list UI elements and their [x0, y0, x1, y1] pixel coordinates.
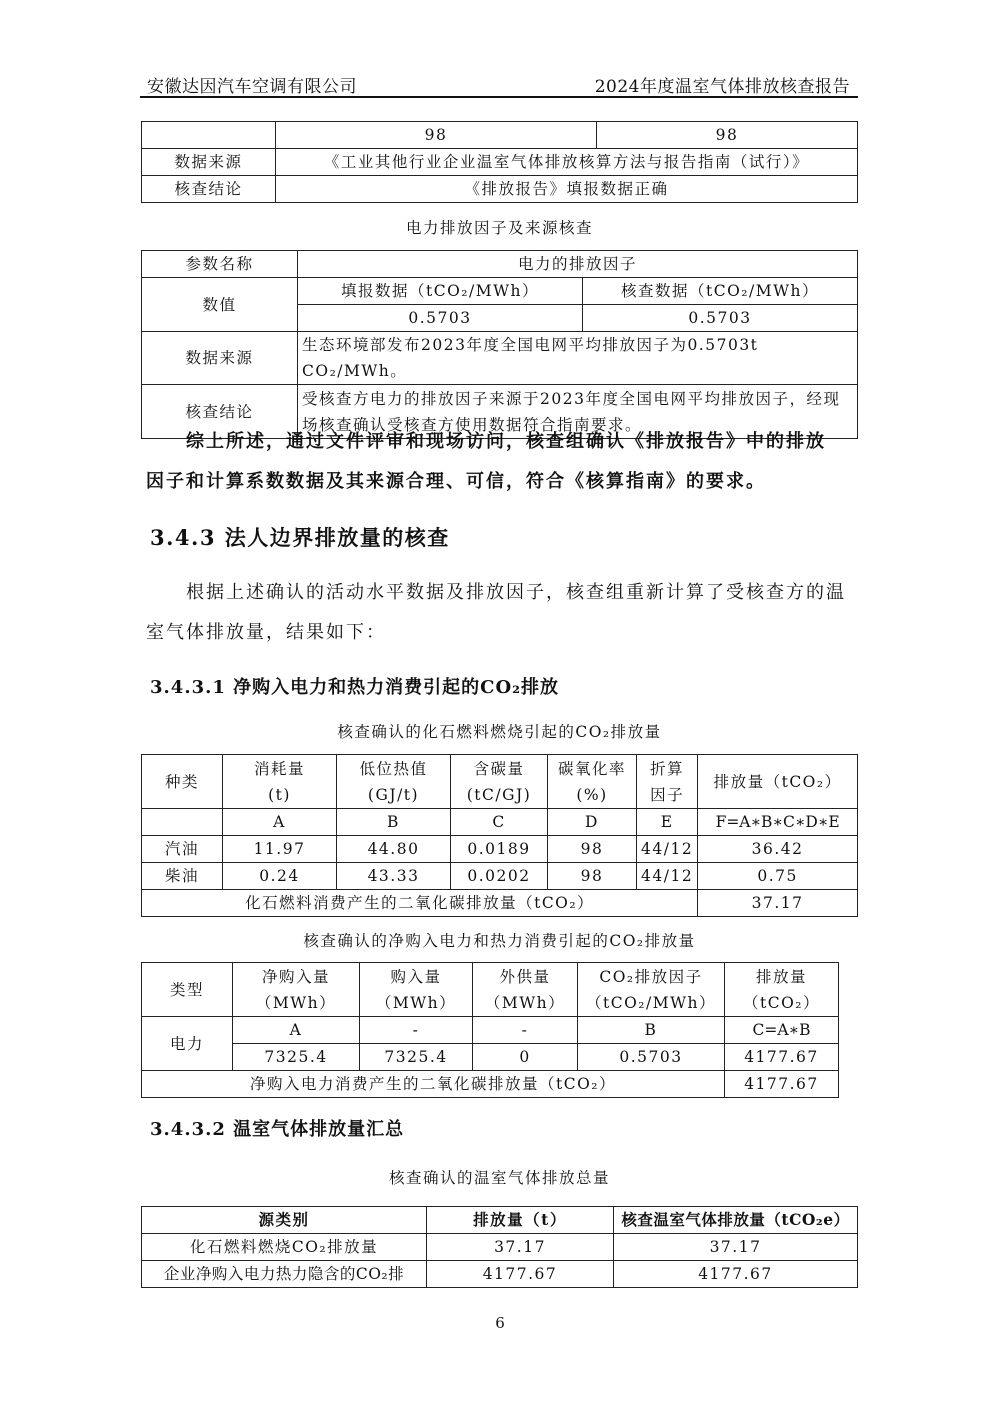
table-header-cell: 种类 [142, 755, 223, 809]
table-cell: - [360, 1017, 473, 1044]
table-header-cell [451, 755, 548, 809]
table-cell: 37.17 [698, 890, 858, 917]
table-cell: 数据来源 [142, 332, 298, 385]
table-header-cell [337, 755, 451, 809]
table-cell: 43.33 [337, 863, 451, 890]
table-cell: A [233, 1017, 360, 1044]
table-cell: A [223, 809, 337, 836]
table-cell: 0.5703 [578, 1044, 725, 1071]
table-header-cell [233, 963, 360, 1017]
table-row [142, 1234, 858, 1261]
summary-paragraph [146, 422, 862, 502]
header-line: 外供量 [499, 967, 551, 986]
table-cell: 核查结论 [142, 176, 276, 203]
section-paragraph [146, 573, 862, 653]
header-line: （MWh） [255, 993, 337, 1012]
table-cell: 37.17 [614, 1234, 858, 1261]
table-power [141, 962, 839, 1098]
table-row [142, 836, 858, 863]
header-divider [140, 96, 858, 98]
header-line: (t) [268, 785, 291, 804]
table-cell: 7325.4 [233, 1044, 360, 1071]
table-cell: 0.5703 [583, 305, 858, 332]
table-cell: 98 [276, 122, 597, 149]
table-row [142, 1044, 839, 1071]
table-cell: 电力 [142, 1017, 233, 1071]
header-line: 含碳量 [473, 759, 525, 778]
paragraph-line: 根据上述确认的活动水平数据及排放因子，核查组重新计算了受核查方的温 [186, 582, 846, 603]
table-cell: 44/12 [637, 863, 698, 890]
header-line: CO₂排放因子 [599, 967, 703, 986]
table-cell: 0 [473, 1044, 578, 1071]
header-line: （MWh） [484, 993, 566, 1012]
table-cell: 98 [597, 122, 858, 149]
table-cell: 净购入电力消费产生的二氧化碳排放量（tCO₂） [142, 1071, 725, 1098]
header-line: 排放量 [755, 967, 807, 986]
table-row [142, 1261, 858, 1288]
table-cell: C [451, 809, 548, 836]
table-cell: 化石燃料消费产生的二氧化碳排放量（tCO₂） [142, 890, 698, 917]
table-cell: 企业净购入电力热力隐含的CO₂排 [142, 1261, 427, 1288]
subsection-heading: 3.4.3.2 温室气体排放量汇总 [150, 1119, 405, 1140]
table-header-cell [360, 963, 473, 1017]
table-header-cell: 类型 [142, 963, 233, 1017]
table-row [142, 863, 858, 890]
table-caption: 核查确认的温室气体排放总量 [388, 1169, 610, 1187]
table-cell: 0.75 [698, 863, 858, 890]
table-cell: 98 [548, 836, 637, 863]
paragraph-line: 室气体排放量，结果如下： [146, 622, 386, 643]
header-line: 消耗量 [253, 759, 305, 778]
table-cell: 0.0202 [451, 863, 548, 890]
table-cell: - [473, 1017, 578, 1044]
header-line: (GJ/t) [367, 785, 420, 804]
table-header-cell [578, 963, 725, 1017]
table-cell: 11.97 [223, 836, 337, 863]
table-cell: 参数名称 [142, 251, 298, 278]
table-cell: 核查结论 [142, 385, 298, 439]
table-cell: C=A∗B [725, 1017, 839, 1044]
table-cell: 电力的排放因子 [298, 251, 858, 278]
header-line: （tCO₂/MWh） [585, 993, 717, 1012]
table-cell: 0.24 [223, 863, 337, 890]
table-cell: 化石燃料燃烧CO₂排放量 [142, 1234, 427, 1261]
table-summary [141, 1206, 858, 1288]
table-header-cell [637, 755, 698, 809]
table-header-cell: 核查温室气体排放量（tCO₂e） [614, 1207, 858, 1234]
table-cell: 36.42 [698, 836, 858, 863]
header-line: （MWh） [375, 993, 457, 1012]
table-header-cell: 排放量（t） [427, 1207, 614, 1234]
table-cell: F=A∗B∗C∗D∗E [698, 809, 858, 836]
table-cell: 数据来源 [142, 149, 276, 176]
table-cell: 44.80 [337, 836, 451, 863]
header-line: (tC/GJ) [466, 785, 532, 804]
conclusion-line: 场核查确认受核查方使用数据符合指南要求。 [302, 415, 643, 434]
header-line: （tCO₂） [742, 993, 820, 1012]
table-cell [142, 122, 276, 149]
table-top [141, 121, 858, 203]
table-cell: 44/12 [637, 836, 698, 863]
paragraph-line: 综上所述，通过文件评审和现场访问，核查组确认《排放报告》中的排放 [186, 431, 826, 452]
table-fossil [141, 754, 858, 917]
table-cell: 4177.67 [427, 1261, 614, 1288]
table-cell: 数值 [142, 278, 298, 332]
paragraph-line: 因子和计算系数数据及其来源合理、可信，符合《核算指南》的要求。 [146, 471, 766, 492]
table-cell: 7325.4 [360, 1044, 473, 1071]
table-cell: 0.0189 [451, 836, 548, 863]
table-cell: B [578, 1017, 725, 1044]
table-cell: 填报数据（tCO₂/MWh） [298, 278, 583, 305]
table-cell [142, 809, 223, 836]
table-caption: 核查确认的化石燃料燃烧引起的CO₂排放量 [337, 723, 662, 741]
header-line: 购入量 [390, 967, 442, 986]
table-cell: B [337, 809, 451, 836]
table-header-cell [548, 755, 637, 809]
table-cell: 《排放报告》填报数据正确 [276, 176, 858, 203]
table-cell: 37.17 [427, 1234, 614, 1261]
section-heading: 3.4.3 法人边界排放量的核查 [150, 525, 450, 550]
table-cell: E [637, 809, 698, 836]
conclusion-line: 受核查方电力的排放因子来源于2023年度全国电网平均排放因子，经现 [302, 389, 841, 408]
table-cell: 柴油 [142, 863, 223, 890]
header-line: 折算 [650, 759, 685, 778]
table-cell: 汽油 [142, 836, 223, 863]
header-line: 因子 [650, 785, 685, 804]
header-line: 碳氧化率 [557, 759, 626, 778]
table-cell: 98 [548, 863, 637, 890]
table-cell: 4177.67 [725, 1044, 839, 1071]
table-cell: 0.5703 [298, 305, 583, 332]
table-cell: 生态环境部发布2023年度全国电网平均排放因子为0.5703t CO₂/MWh。 [298, 332, 858, 385]
table-header-cell [473, 963, 578, 1017]
table-cell: 4177.67 [614, 1261, 858, 1288]
table-header-cell: 源类别 [142, 1207, 427, 1234]
table-power-factor [141, 250, 858, 439]
table-header-cell [223, 755, 337, 809]
table-cell: 《工业其他行业企业温室气体排放核算方法与报告指南（试行）》 [276, 149, 858, 176]
table-header-cell: 排放量（tCO₂） [698, 755, 858, 809]
table-caption: 核查确认的净购入电力和热力消费引起的CO₂排放量 [303, 932, 696, 950]
table-cell: 4177.67 [725, 1071, 839, 1098]
subsection-heading: 3.4.3.1 净购入电力和热力消费引起的CO₂排放 [150, 677, 560, 698]
header-company: 安徽达因汽车空调有限公司 [147, 77, 357, 97]
table-cell: 核查数据（tCO₂/MWh） [583, 278, 858, 305]
page-number: 6 [495, 1314, 505, 1332]
table-caption: 电力排放因子及来源核查 [405, 219, 593, 237]
table-header-cell [725, 963, 839, 1017]
table-cell: D [548, 809, 637, 836]
header-line: 净购入量 [261, 967, 330, 986]
header-line: 低位热值 [359, 759, 428, 778]
header-report-title: 2024年度温室气体排放核查报告 [594, 77, 850, 97]
header-line: (%) [576, 785, 608, 804]
